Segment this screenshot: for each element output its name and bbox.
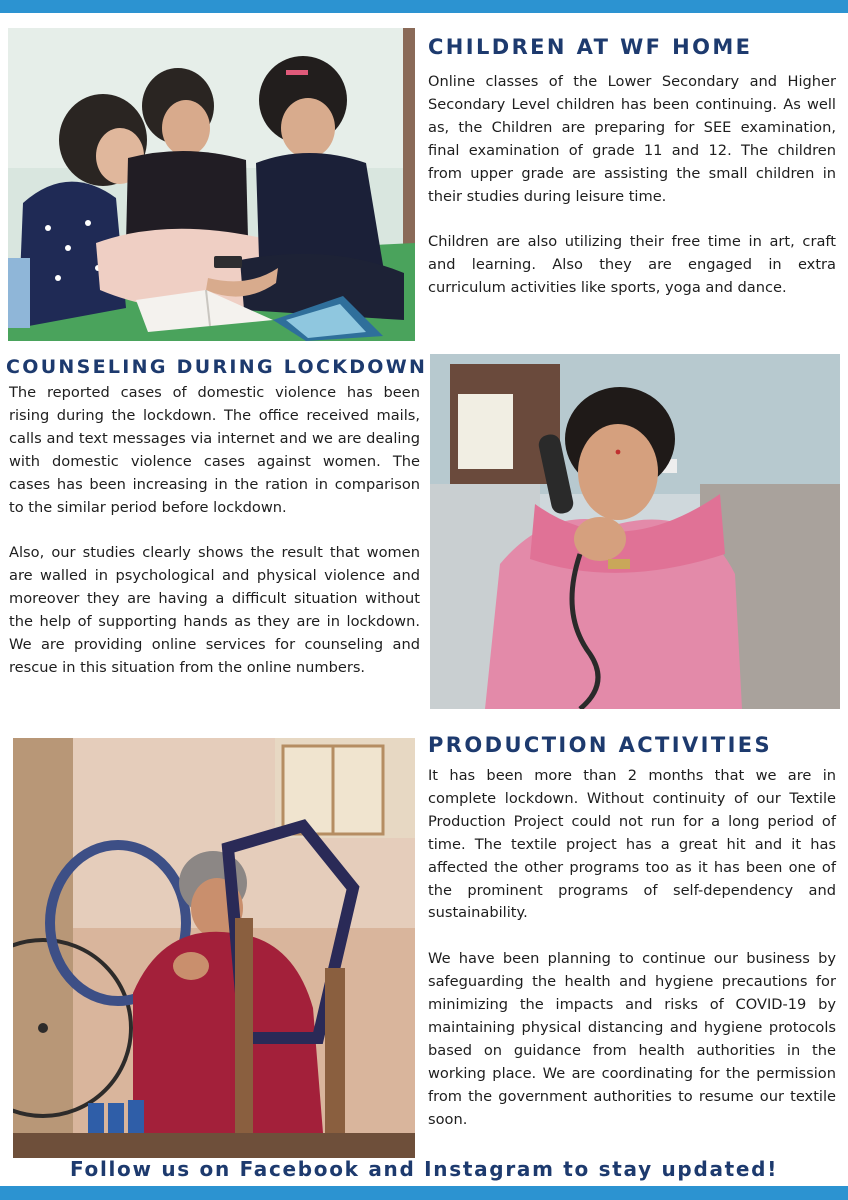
children-paragraph: Children are also utilizing their free time in art, craft and learning. Also they are engaged in extra curriculum activities like sports, yoga and dance.	[428, 233, 836, 297]
production-heading: PRODUCTION ACTIVITIES	[428, 733, 773, 757]
production-paragraph: It has been more than 2 months that we are in complete lockdown. Without continuity of our Textile Production Project could not run for a long period of time. The textile project has a great hit and it has affected the other programs too as it has been one of the prominent programs of self-dependency and sustainability.	[428, 767, 836, 922]
children-photo	[8, 28, 415, 341]
social-follow-banner: Follow us on Facebook and Instagram to stay updated!	[69, 1157, 779, 1181]
counseling-heading: COUNSELING DURING LOCKDOWN	[6, 356, 428, 378]
production-paragraph: We have been planning to continue our business by safeguarding the health and hygiene precautions for minimizing the impacts and risks of COVID-19 by maintaining physical distancing and hygiene protocols based on guidance from health authorities in the working place. We are coordinating for the permission from the government authorities to resume our textile soon.	[428, 950, 836, 1128]
bottom-accent-bar	[0, 1186, 848, 1200]
spinning-wheel-photo	[13, 738, 415, 1158]
counseling-body	[9, 382, 420, 680]
counseling-paragraph: Also, our studies clearly shows the result that women are walled in psychological and physical violence and moreover they are having a difficult situation without the help of supporting hands as they are in lockdown. We are providing online services for counseling and rescue in this situation from the online numbers.	[9, 544, 420, 676]
children-heading: CHILDREN AT WF HOME	[428, 35, 753, 59]
counseling-paragraph: The reported cases of domestic violence has been rising during the lockdown. The office received mails, calls and text messages via internet and we are dealing with domestic violence cases against women. The cases has been increasing in the ration in comparison to the similar period before lockdown.	[9, 384, 420, 516]
children-paragraph: Online classes of the Lower Secondary and Higher Secondary Level children has been continuing. As well as, the Children are preparing for SEE examination, final examination of grade 11 and 12. The children from upper grade are assisting the small children in their studies during leisure time.	[428, 73, 836, 205]
counselor-on-phone-photo	[430, 354, 840, 709]
children-body	[428, 71, 836, 300]
top-accent-bar	[0, 0, 848, 13]
production-body	[428, 765, 836, 1131]
